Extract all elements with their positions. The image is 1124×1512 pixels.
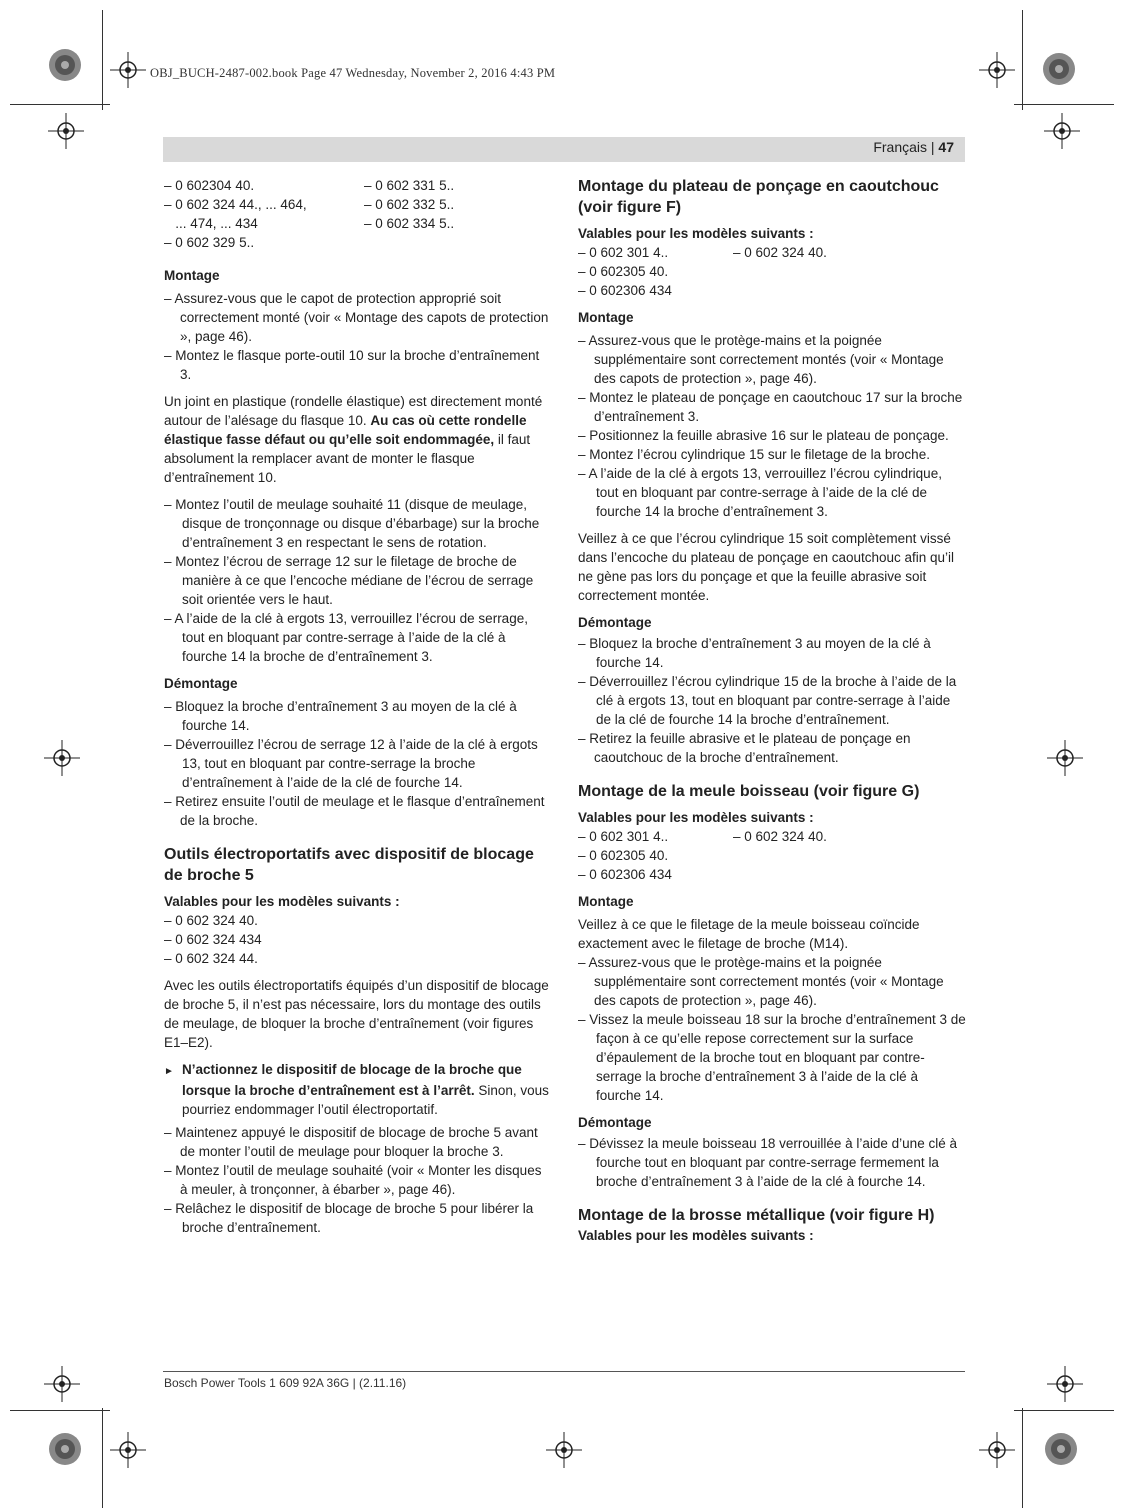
- subsection-heading: Valables pour les modèles suivants :: [164, 894, 400, 909]
- crosshair-icon: [44, 740, 80, 776]
- model-number: – 0 602 334 5..: [364, 216, 455, 231]
- crosshair-icon: [979, 52, 1015, 88]
- paragraph: Veillez à ce que le filetage de la meule boisseau coïncide exactement avec le filetage de broche (M14).: [578, 917, 920, 951]
- model-number: – 0 602 324 44.: [164, 951, 258, 966]
- section-heading: Démontage: [164, 676, 238, 691]
- warning-marker-icon: ►: [164, 1066, 174, 1077]
- crop-line: [1022, 1408, 1023, 1508]
- right-column: [578, 176, 966, 1245]
- model-number: – 0 602306 434: [578, 867, 672, 882]
- section-title: Montage du plateau de ponçage en caoutchouc (voir figure F): [578, 178, 939, 216]
- section-title: Montage de la meule boisseau (voir figure G): [578, 783, 920, 800]
- list-item: – Montez le flasque porte-outil 10 sur la broche d’entraînement 3.: [164, 348, 540, 382]
- header-separator: |: [930, 139, 935, 155]
- model-row: [578, 827, 966, 846]
- warning-text: N’actionnez le dispositif de blocage de la broche que lorsque la broche d’entraînement est à l’arrêt.: [182, 1062, 522, 1098]
- model-number: – 0 602 329 5..: [164, 235, 255, 250]
- page-header: [873, 139, 954, 155]
- list-item: – Montez l’outil de meulage souhaité (voir « Monter les disques à meuler, à tronçonner, à ébarber », page 46).: [164, 1163, 542, 1197]
- list-item: – Assurez-vous que le protège-mains et la poignée supplémentaire sont correctement montés (voir « Montage des capots de protection », page 46).: [578, 333, 944, 386]
- list-item: – Retirez ensuite l’outil de meulage et le flasque d’entraînement de la broche.: [164, 794, 545, 828]
- list-item: – Bloquez la broche d’entraînement 3 au moyen de la clé à fourche 14.: [164, 699, 517, 733]
- model-row: [164, 195, 550, 214]
- list-item: – Relâchez le dispositif de blocage de broche 5 pour libérer la broche d’entraînement.: [164, 1201, 534, 1235]
- section-heading: Montage: [578, 894, 634, 909]
- crop-line: [102, 10, 103, 110]
- paragraph: [164, 392, 550, 487]
- model-number: – 0 602 324 40.: [733, 829, 827, 844]
- list-item: – Assurez-vous que le protège-mains et la poignée supplémentaire sont correctement montés (voir « Montage des capots de protection », page 46).: [578, 955, 944, 1008]
- model-number: – 0 602 301 4..: [578, 245, 669, 260]
- section-heading: Démontage: [578, 615, 652, 630]
- list-item: – Montez l’écrou de serrage 12 sur le filetage de broche de manière à ce que l’encoche médiane de l’écrou de serrage soit orientée vers le haut.: [164, 554, 534, 607]
- model-number: – 0 602 301 4..: [578, 829, 669, 844]
- list-item: – Retirez la feuille abrasive et le plateau de ponçage en caoutchouc de la broche d’entraînement.: [578, 731, 911, 765]
- book-slug: OBJ_BUCH-2487-002.book Page 47 Wednesday, November 2, 2016 4:43 PM: [150, 66, 556, 80]
- model-number: – 0 602 324 44., ... 464,: [164, 197, 307, 212]
- model-row: [578, 846, 966, 865]
- crop-line: [1022, 10, 1023, 110]
- warning-item: [164, 1060, 550, 1119]
- left-column: [164, 176, 550, 1237]
- model-number: – 0 602 324 40.: [733, 245, 827, 260]
- list-item: – Bloquez la broche d’entraînement 3 au moyen de la clé à fourche 14.: [578, 636, 931, 670]
- list-item: – Montez l’écrou cylindrique 15 sur le filetage de la broche.: [578, 447, 930, 462]
- model-number: – 0 602 324 40.: [164, 913, 258, 928]
- crosshair-icon: [546, 1432, 582, 1468]
- crosshair-icon: [1047, 740, 1083, 776]
- crop-line: [1014, 104, 1114, 105]
- list-item: – A l’aide de la clé à ergots 13, verrouillez l’écrou de serrage, tout en bloquant par contre-serrage à l’aide de la clé à fourche 14 la broche de d’entraînement 3.: [164, 611, 528, 664]
- model-number: – 0 602305 40.: [578, 264, 669, 279]
- warning-text: Sinon, vous pourriez endommager l’outil électroportatif.: [182, 1083, 549, 1117]
- section-title: Outils électroportatifs avec dispositif de blocage de broche 5: [164, 846, 534, 884]
- paragraph-emphasis: Au cas où cette rondelle élastique fasse défaut ou qu’elle soit endommagée,: [164, 413, 527, 447]
- footer-rule: [163, 1371, 965, 1372]
- model-row: [164, 233, 550, 252]
- page-footer: Bosch Power Tools 1 609 92A 36G | (2.11.16): [164, 1376, 407, 1390]
- model-row: [164, 214, 550, 233]
- model-number: – 0 602306 434: [578, 283, 672, 298]
- subsection-heading: Valables pour les modèles suivants :: [578, 226, 814, 241]
- model-row: [578, 865, 966, 884]
- paragraph-text: Un joint en plastique (rondelle élastique) est directement monté autour de l’alésage du flasque 10.: [164, 394, 543, 428]
- crop-line: [1014, 1410, 1114, 1411]
- registration-target-icon: [1034, 44, 1084, 94]
- model-row: [578, 281, 966, 300]
- crop-line: [102, 1408, 103, 1508]
- paragraph: Veillez à ce que l’écrou cylindrique 15 soit complètement vissé dans l’encoche du plateau de ponçage en caoutchouc afin qu’il ne gène pas lors du ponçage et que la feuille abrasive soit correctement montée.: [578, 531, 955, 603]
- list-item: – A l’aide de la clé à ergots 13, verrouillez l’écrou cylindrique, tout en bloquant par contre-serrage à l’aide de la clé de fourche 14 la broche d’entraînement 3.: [578, 466, 942, 519]
- section-heading: Démontage: [578, 1115, 652, 1130]
- model-number: – 0 602 324 434: [164, 932, 262, 947]
- page-number: 47: [938, 139, 954, 155]
- model-row: [578, 243, 966, 262]
- subsection-heading: Valables pour les modèles suivants :: [578, 1228, 814, 1243]
- section-heading: Montage: [164, 268, 220, 283]
- model-number: – 0 602 332 5..: [364, 197, 455, 212]
- model-number: – 0 602 331 5..: [364, 178, 455, 193]
- model-number: – 0 602305 40.: [578, 848, 669, 863]
- header-language: Français: [873, 139, 927, 155]
- registration-target-icon: [1036, 1424, 1086, 1474]
- list-item: – Déverrouillez l’écrou de serrage 12 à l’aide de la clé à ergots 13, tout en bloquant par contre-serrage la broche d’entraînement à l’aide de la clé de fourche 14.: [164, 737, 538, 790]
- list-item: – Assurez-vous que le capot de protection approprié soit correctement monté (voir « Montage des capots de protection », page 46).: [164, 291, 549, 344]
- crosshair-icon: [110, 1432, 146, 1468]
- crosshair-icon: [48, 113, 84, 149]
- list-item: – Montez l’outil de meulage souhaité 11 (disque de meulage, disque de tronçonnage ou disque d’ébarbage) sur la broche d’entraînement 3 en respectant le sens de rotation.: [164, 497, 540, 550]
- page-header-bar: [163, 137, 965, 162]
- crosshair-icon: [110, 52, 146, 88]
- crosshair-icon: [44, 1366, 80, 1402]
- list-item: – Dévissez la meule boisseau 18 verrouillée à l’aide d’une clé à fourche tout en bloquant par contre-serrage fermement la broche d’entraînement 3 à l’aide de la clé à fourche 14.: [578, 1136, 957, 1189]
- list-item: – Maintenez appuyé le dispositif de blocage de broche 5 avant de monter l’outil de meulage pour bloquer la broche 3.: [164, 1125, 538, 1159]
- crosshair-icon: [1047, 1366, 1083, 1402]
- model-number: ... 474, ... 434: [164, 216, 258, 231]
- crop-line: [10, 104, 110, 105]
- model-row: [164, 176, 550, 195]
- crosshair-icon: [979, 1432, 1015, 1468]
- list-item: – Déverrouillez l’écrou cylindrique 15 de la broche à l’aide de la clé à ergots 13, tout en bloquant par contre-serrage à l’aide de la clé de fourche 14 la broche d’entraînement.: [578, 674, 957, 727]
- crop-line: [10, 1410, 110, 1411]
- crosshair-icon: [1044, 113, 1080, 149]
- model-number: – 0 602304 40.: [164, 178, 255, 193]
- registration-target-icon: [40, 40, 90, 90]
- subsection-heading: Valables pour les modèles suivants :: [578, 810, 814, 825]
- list-item: – Positionnez la feuille abrasive 16 sur le plateau de ponçage.: [578, 428, 949, 443]
- list-item: – Vissez la meule boisseau 18 sur la broche d’entraînement 3 de façon à ce qu’elle repose correctement sur la surface d’épaulement de la broche tout en bloquant par contre-serrage la broche d’entraînement 3 à l’aide de la clé à fourche 14.: [578, 1012, 966, 1103]
- section-heading: Montage: [578, 310, 634, 325]
- registration-target-icon: [40, 1424, 90, 1474]
- section-title: Montage de la brosse métallique (voir figure H): [578, 1207, 935, 1224]
- list-item: – Montez le plateau de ponçage en caoutchouc 17 sur la broche d’entraînement 3.: [578, 390, 963, 424]
- paragraph-text: il faut absolument la remplacer avant de monter le flasque d’entraînement 10.: [164, 432, 531, 485]
- paragraph: Avec les outils électroportatifs équipés d’un dispositif de blocage de broche 5, il n’est pas nécessaire, lors du montage des outils de meulage, de bloquer la broche d’entraînement (voir figures E1–E2).: [164, 978, 549, 1050]
- model-row: [578, 262, 966, 281]
